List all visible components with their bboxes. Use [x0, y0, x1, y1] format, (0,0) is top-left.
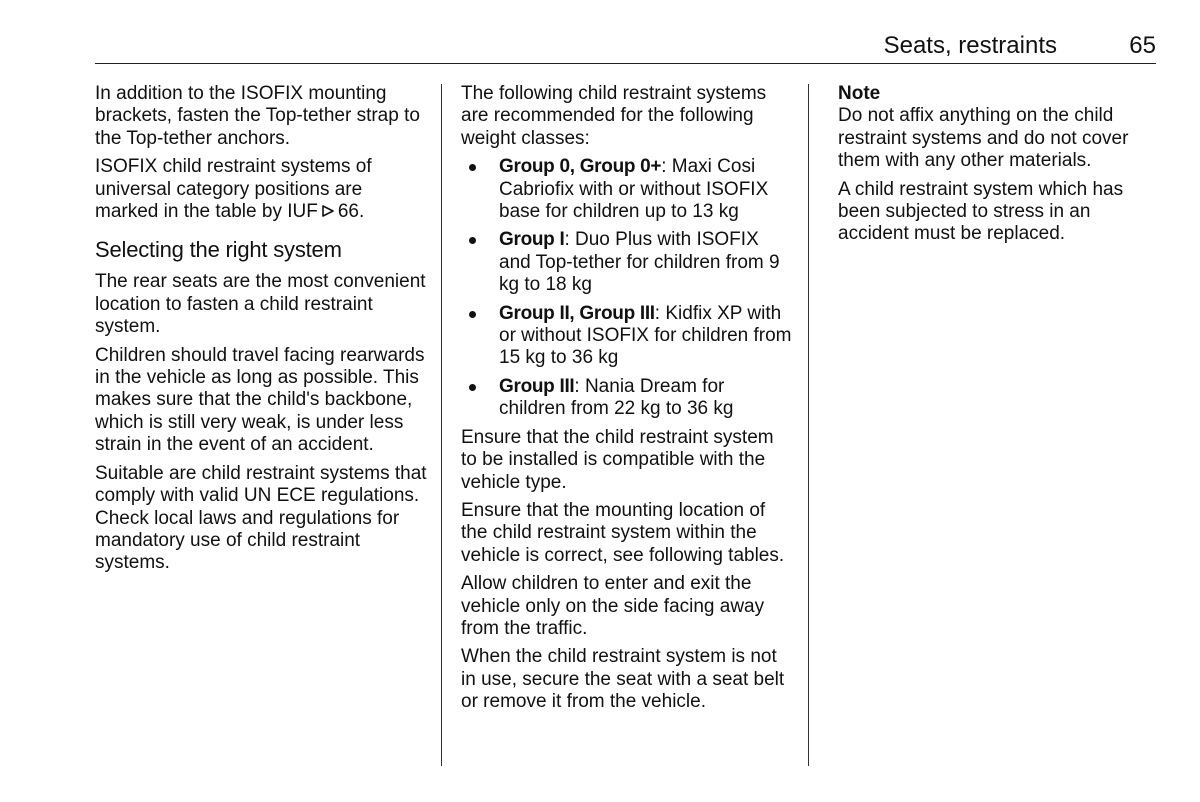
page-header: [95, 30, 1156, 64]
group-label: Group 0, Group 0+: [499, 156, 662, 178]
paragraph: Ensure that the child restraint system to be installed is compatible with the vehicle type.: [461, 426, 774, 493]
list-item: [461, 376, 793, 421]
list-item: [461, 303, 793, 370]
section-heading: Selecting the right system: [95, 237, 342, 263]
group-label: Group III: [499, 375, 575, 397]
bullet-icon: [469, 164, 476, 171]
paragraph: A child restraint system which has been subjected to stress in an accident must be replaced.: [838, 178, 1124, 245]
paragraph: In addition to the ISOFIX mounting brackets, fasten the Top-tether strap to the Top-tether anchors.: [95, 83, 420, 149]
paragraph-text: ISOFIX child restraint systems of universal category positions are marked in the table by IUF: [95, 156, 372, 223]
list-item: [461, 229, 793, 296]
restraint-list: [461, 156, 793, 420]
paragraph: The rear seats are the most convenient location to fasten a child restraint system.: [95, 271, 426, 338]
list-item: [461, 156, 793, 223]
page-number: 65: [1129, 32, 1156, 59]
paragraph: Do not affix anything on the child restraint systems and do not cover them with any other materials.: [838, 105, 1129, 172]
page-reference-arrow-icon: [321, 204, 335, 218]
column-middle: [461, 83, 793, 720]
paragraph: Suitable are child restraint systems that comply with valid UN ECE regulations. Check local laws and regulations for mandatory use of child restraint systems.: [95, 462, 427, 574]
paragraph: The following child restraint systems are recommended for the following weight classes:: [461, 83, 767, 149]
paragraph: When the child restraint system is not in use, secure the seat with a seat belt or remove it from the vehicle.: [461, 646, 785, 713]
bullet-icon: [469, 384, 476, 391]
note-title: Note: [838, 83, 881, 104]
item-text: : Duo Plus with ISOFIX and Top-tether for children from 9 kg to 18 kg: [499, 229, 780, 296]
column-left: [95, 83, 430, 581]
paragraph: Ensure that the mounting location of the child restraint system within the vehicle is correct, see following tables.: [461, 499, 785, 566]
bullet-icon: [469, 237, 476, 244]
paragraph: Children should travel facing rearwards in the vehicle as long as possible. This makes sure that the child's backbone, which is still very weak, is under less strain in the event of an accident.: [95, 344, 425, 456]
group-label: Group I: [499, 229, 565, 251]
column-divider: [808, 84, 809, 766]
page-reference: 66.: [337, 201, 365, 223]
paragraph: Allow children to enter and exit the vehicle only on the side facing away from the traffic.: [461, 573, 765, 639]
section-title: Seats, restraints: [883, 32, 1057, 59]
item-text: : Nania Dream for children from 22 kg to 36 kg: [499, 375, 734, 420]
bullet-icon: [469, 311, 476, 318]
paragraph: [95, 156, 430, 223]
item-text: : Maxi Cosi Cabriofix with or without ISOFIX base for children up to 13 kg: [499, 156, 769, 223]
group-label: Group II, Group III: [499, 302, 655, 324]
item-text: : Kidfix XP with or without ISOFIX for children from 15 kg to 36 kg: [499, 302, 792, 369]
column-divider: [441, 84, 442, 766]
column-right: [838, 83, 1158, 252]
